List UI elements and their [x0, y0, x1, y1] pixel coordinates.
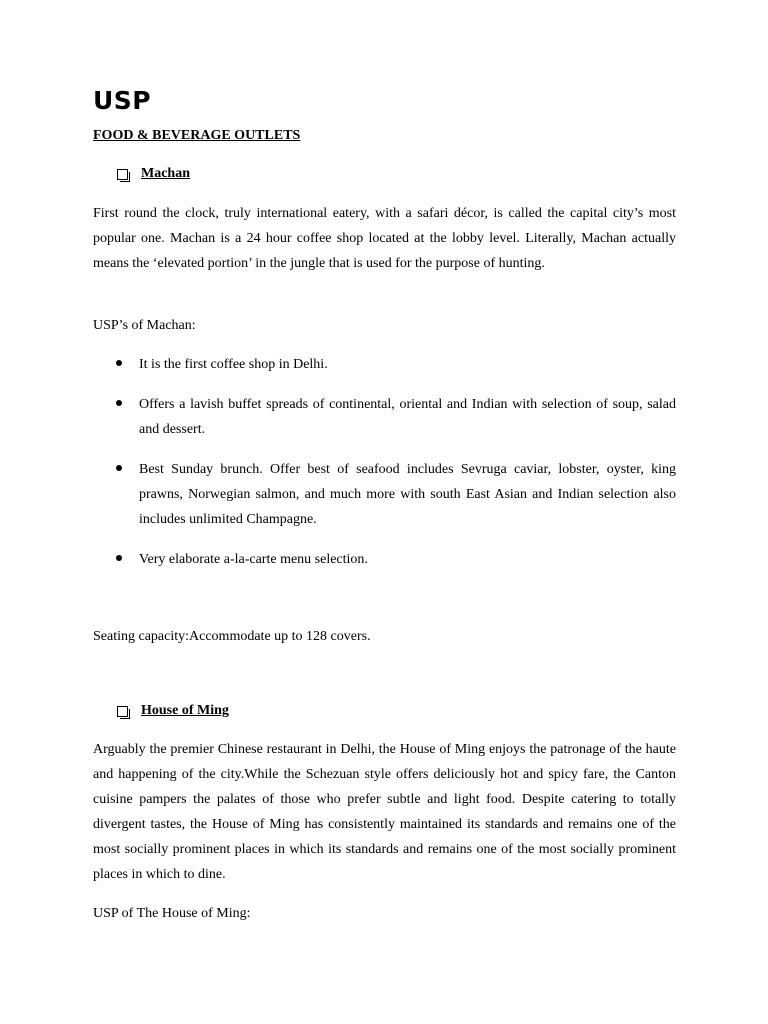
machan-heading — [117, 165, 190, 183]
house-of-ming-description: Arguably the premier Chinese restaurant in Delhi, the House of Ming enjoys the patronage of the haute and happening of the city.While the Schezuan style offers deliciously hot and spicy fare, the Canton cuisine pampers the palates of those who prefer subtle and light food. Despite catering to totally divergent tastes, the House of Ming has consistently maintained its standards and remains one of the most socially prominent places in which its standards and remains one of the most socially prominent places in which to dine. — [93, 742, 676, 882]
bullet-dot-icon — [115, 547, 139, 572]
checkbox-bullet-icon — [117, 706, 128, 717]
house-of-ming-usp-heading: USP of The House of Ming: — [93, 906, 251, 921]
list-item — [115, 392, 676, 442]
list-item — [115, 352, 676, 377]
machan-usp-heading: USP’s of Machan: — [93, 318, 196, 333]
list-item-text: It is the first coffee shop in Delhi. — [139, 357, 328, 372]
house-of-ming-heading-label: House of Ming — [141, 703, 229, 718]
bullet-dot-icon — [115, 457, 139, 532]
list-item — [115, 457, 676, 532]
list-item-text: Very elaborate a-la-carte menu selection. — [139, 552, 368, 567]
machan-seating-capacity: Seating capacity:Accommodate up to 128 covers. — [93, 629, 371, 644]
checkbox-bullet-icon — [117, 169, 128, 180]
bullet-dot-icon — [115, 352, 139, 377]
machan-description: First round the clock, truly international eatery, with a safari décor, is called the capital city’s most popular one. Machan is a 24 hour coffee shop located at the lobby level. Literally, Machan actually means the ‘elevated portion’ in the jungle that is used for the purpose of hunting. — [93, 206, 676, 271]
section-heading: FOOD & BEVERAGE OUTLETS — [93, 128, 301, 143]
list-item-text: Best Sunday brunch. Offer best of seafood includes Sevruga caviar, lobster, oyster, king prawns, Norwegian salmon, and much more with south East Asian and Indian selection also includes unlimited Champagne. — [139, 462, 676, 527]
bullet-dot-icon — [115, 392, 139, 442]
document-title: USP — [93, 86, 152, 115]
list-item-text: Offers a lavish buffet spreads of continental, oriental and Indian with selection of soup, salad and dessert. — [139, 397, 676, 437]
house-of-ming-heading — [117, 702, 229, 720]
list-item — [115, 547, 676, 572]
machan-heading-label: Machan — [141, 166, 190, 181]
